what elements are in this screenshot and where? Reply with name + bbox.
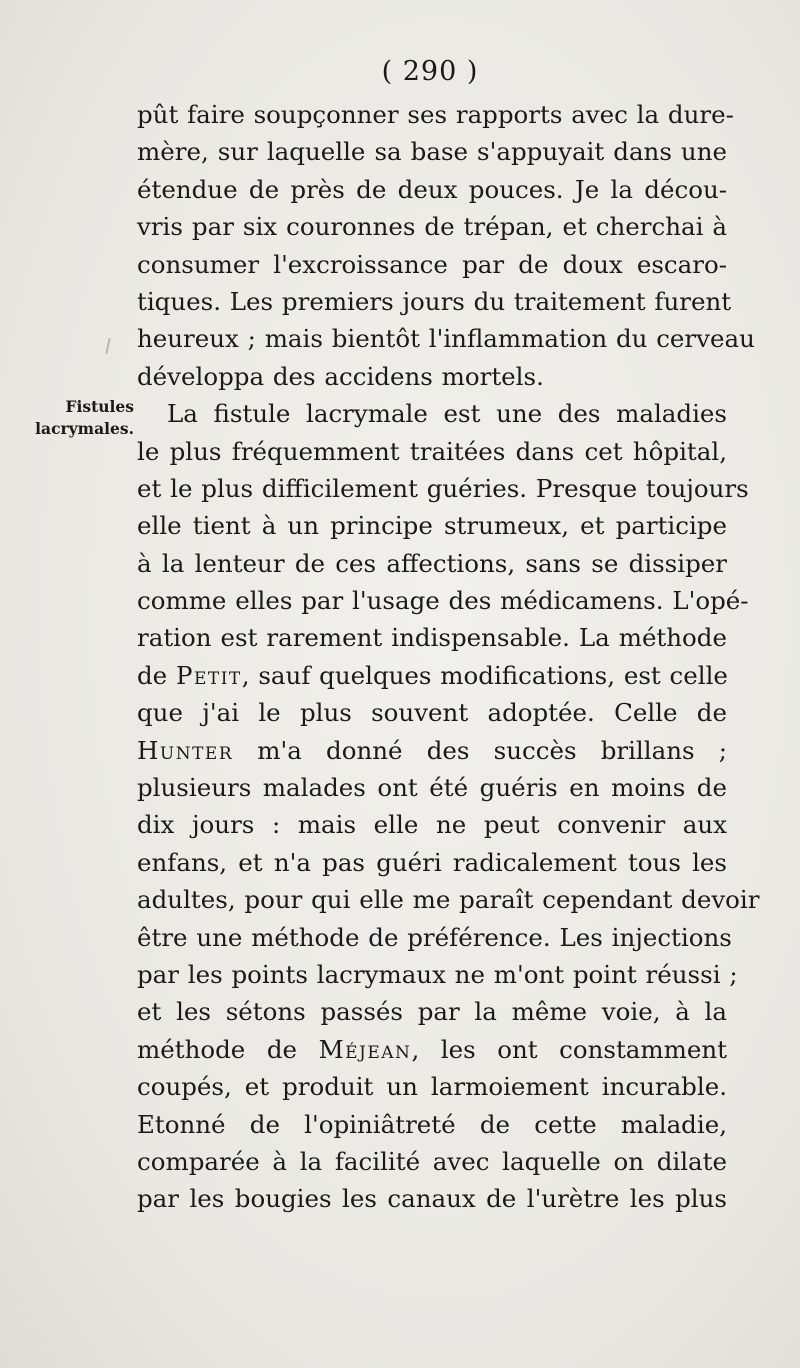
margin-note-line: Fistules: [65, 397, 134, 416]
text-line: être une méthode de préférence. Les injections: [137, 922, 732, 952]
text-line: enfans, et n'a pas guéri radicalement tous les: [137, 847, 727, 877]
text-line: Hunter m'a donné des succès brillans ;: [137, 735, 727, 765]
margin-note: [14, 396, 134, 440]
text-line: étendue de près de deux pouces. Je la décou-: [137, 174, 727, 204]
text-line: à la lenteur de ces affections, sans se dissiper: [137, 548, 727, 578]
paragraph: [137, 96, 755, 395]
text-line: par les points lacrymaux ne m'ont point réussi ;: [137, 959, 738, 989]
text-line: et le plus difficilement guéries. Presque toujours: [137, 473, 749, 503]
text-line: plusieurs malades ont été guéris en moins de: [137, 773, 727, 803]
proper-name: Méjean: [318, 1034, 412, 1064]
text-line: Etonné de l'opiniâtreté de cette maladie,: [137, 1109, 727, 1139]
proper-name: Hunter: [137, 735, 234, 765]
text-line: développa des accidens mortels.: [137, 361, 544, 391]
text-line: heureux ; mais bientôt l'inflammation du cerveau: [137, 324, 755, 354]
paragraph: [137, 395, 760, 1218]
text-line: comme elles par l'usage des médicamens. L'opé-: [137, 586, 749, 616]
page-number: ( 290 ): [381, 56, 479, 87]
text-line: pût faire soupçonner ses rapports avec la dure-: [137, 100, 734, 129]
text-line: par les bougies les canaux de l'urètre les plus: [137, 1184, 727, 1214]
text-line: mère, sur laquelle sa base s'appuyait dans une: [137, 137, 727, 167]
text-line: elle tient à un principe strumeux, et participe: [137, 511, 727, 541]
text-line: ration est rarement indispensable. La méthode: [137, 623, 727, 653]
margin-pencil-mark: [105, 338, 110, 354]
text-line: La fistule lacrymale est une des maladies: [167, 399, 727, 429]
text-line: consumer l'excroissance par de doux escaro-: [137, 249, 727, 279]
text-line: et les sétons passés par la même voie, à la: [137, 997, 727, 1027]
text-line: de Petit, sauf quelques modifications, est celle: [137, 660, 728, 690]
text-line: coupés, et produit un larmoiement incurable.: [137, 1072, 727, 1102]
body-text: [137, 96, 760, 1218]
text-line: méthode de Méjean, les ont constamment: [137, 1034, 727, 1064]
text-line: dix jours : mais elle ne peut convenir aux: [137, 810, 727, 840]
margin-note-line: lacrymales.: [35, 419, 134, 438]
text-line: adultes, pour qui elle me paraît cependant devoir: [137, 885, 760, 915]
text-line: vris par six couronnes de trépan, et cherchai à: [137, 212, 727, 242]
text-line: comparée à la facilité avec laquelle on dilate: [137, 1146, 727, 1176]
proper-name: Petit: [175, 660, 242, 690]
text-line: le plus fréquemment traitées dans cet hôpital,: [137, 436, 727, 466]
text-line: que j'ai le plus souvent adoptée. Celle de: [137, 698, 727, 728]
text-line: tiques. Les premiers jours du traitement furent: [137, 286, 732, 316]
